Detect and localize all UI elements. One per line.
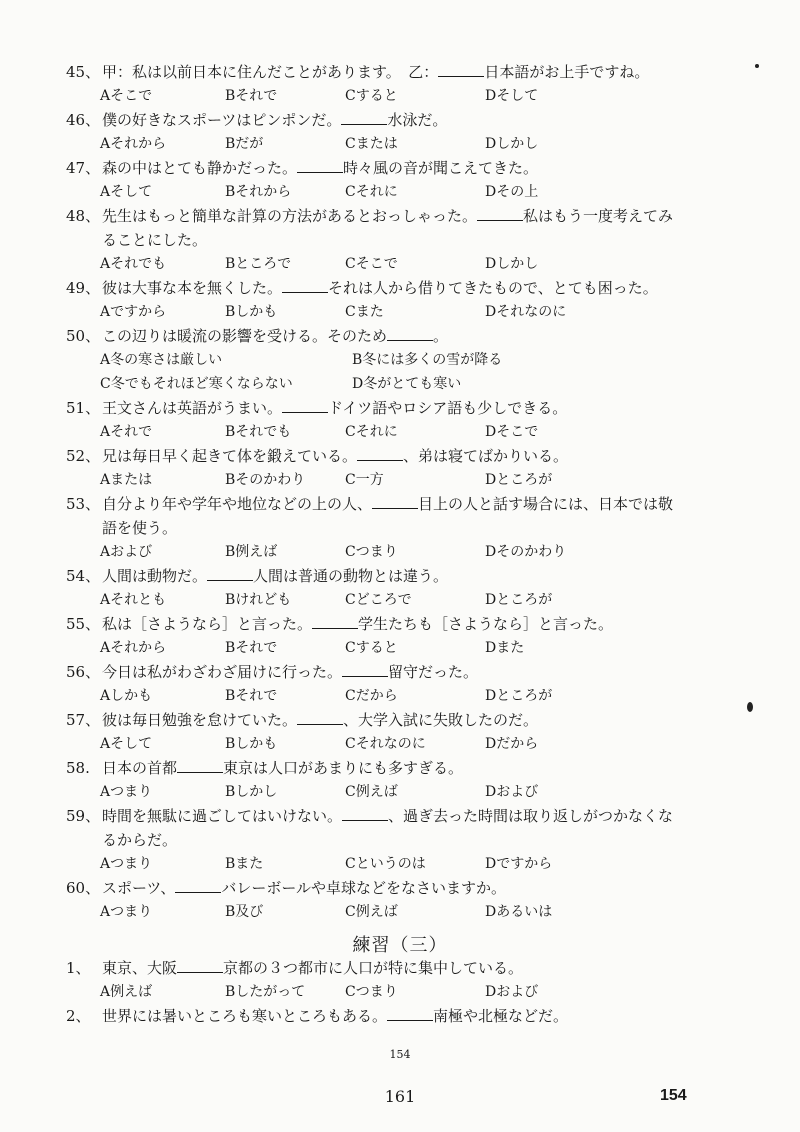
answer-option[interactable]: B例えば	[225, 544, 278, 560]
answer-option[interactable]: Aつまり	[100, 904, 153, 920]
answer-option[interactable]: Cそれに	[345, 184, 398, 200]
question-text-after-blank: 時々風の音が聞こえてきた。	[343, 159, 539, 177]
answer-option[interactable]: Bだが	[225, 136, 264, 152]
question-continuation: 語を使う。	[102, 519, 178, 537]
answer-option[interactable]: Bしかも	[225, 736, 278, 752]
question-text: 僕の好きなスポーツはピンポンだ。	[102, 111, 342, 129]
question-line	[66, 206, 726, 226]
question-number: 52、	[66, 447, 101, 465]
answer-option[interactable]: C冬でもそれほど寒くならない	[100, 376, 293, 392]
answer-option[interactable]: Bそのかわり	[225, 472, 306, 488]
answer-option[interactable]: Cどころで	[345, 592, 412, 608]
question-text-after-blank: 、弟は寝てばかりいる。	[403, 447, 569, 465]
answer-option[interactable]: Bそれで	[225, 88, 278, 104]
question-line	[66, 494, 726, 514]
answer-option[interactable]: Bそれでも	[225, 424, 292, 440]
question-text-after-blank: 目上の人と話す場合には、日本では敬	[418, 495, 674, 513]
question-text: 王文さんは英語がうまい。	[102, 399, 283, 417]
question-text-after-blank: 水泳だ。	[387, 111, 448, 129]
answer-option[interactable]: Dところが	[485, 592, 553, 608]
answer-option[interactable]: Dそこで	[485, 424, 539, 440]
answer-option[interactable]: D冬がとても寒い	[352, 376, 462, 392]
answer-option[interactable]: Cそれに	[345, 424, 398, 440]
answer-option[interactable]: Aそして	[100, 736, 153, 752]
question-line	[66, 62, 726, 82]
answer-option[interactable]: Bそれから	[225, 184, 292, 200]
answer-blank[interactable]	[477, 206, 523, 221]
question-continuation: ることにした。	[102, 231, 208, 249]
answer-blank[interactable]	[312, 614, 358, 629]
question-number: 58.	[66, 759, 90, 777]
answer-option[interactable]: Bしたがって	[225, 984, 306, 1000]
answer-option[interactable]: Cまた	[345, 304, 384, 320]
question-text: 私は［さようなら］と言った。	[102, 615, 313, 633]
question-number: 46、	[66, 111, 101, 129]
page-number-small: 154	[389, 1048, 411, 1061]
answer-option[interactable]: Bところで	[225, 256, 292, 272]
question-line	[66, 446, 726, 466]
question-number: 55、	[66, 615, 101, 633]
answer-option[interactable]: Aそして	[100, 184, 153, 200]
question-line	[66, 710, 726, 730]
answer-blank[interactable]	[177, 958, 223, 973]
answer-option[interactable]: Dおよび	[485, 984, 539, 1000]
question-number: 47、	[66, 159, 101, 177]
question-text-after-blank: ドイツ語やロシア語も少しできる。	[328, 399, 568, 417]
question-number: 59、	[66, 807, 101, 825]
question-line	[66, 758, 726, 778]
answer-option[interactable]: Aですから	[100, 304, 167, 320]
question-line	[66, 566, 726, 586]
answer-option[interactable]: Cつまり	[345, 544, 398, 560]
question-text: 自分より年や学年や地位などの上の人、	[102, 495, 373, 513]
answer-blank[interactable]	[387, 326, 433, 341]
answer-option[interactable]: C例えば	[345, 784, 398, 800]
question-line	[66, 878, 726, 898]
answer-option[interactable]: Bしかも	[225, 304, 278, 320]
question-text: スポーツ、	[102, 879, 176, 897]
answer-blank[interactable]	[341, 110, 387, 125]
question-text-after-blank: 、大学入試に失敗したのだ。	[343, 711, 539, 729]
question-text-after-blank: 日本語がお上手ですね。	[484, 63, 650, 81]
page-number-bold: 154	[660, 1087, 687, 1104]
question-number: 51、	[66, 399, 101, 417]
answer-option[interactable]: Aそれから	[100, 640, 167, 656]
answer-option[interactable]: A冬の寒さは厳しい	[100, 352, 223, 368]
question-number: 53、	[66, 495, 101, 513]
answer-blank[interactable]	[282, 398, 328, 413]
question-line	[66, 1006, 726, 1026]
answer-option[interactable]: Dところが	[485, 688, 553, 704]
answer-option[interactable]: Cすると	[345, 88, 398, 104]
answer-option[interactable]: Dところが	[485, 472, 553, 488]
question-number: 1、	[66, 959, 91, 977]
question-text: この辺りは暖流の影響を受ける。そのため	[102, 327, 388, 345]
answer-option[interactable]: Cすると	[345, 640, 398, 656]
answer-option[interactable]: Aおよび	[100, 544, 153, 560]
answer-blank[interactable]	[357, 446, 403, 461]
answer-option[interactable]: C一方	[345, 472, 384, 488]
answer-option[interactable]: Aつまり	[100, 856, 153, 872]
question-text: 今日は私がわざわざ届けに行った。	[102, 663, 343, 681]
question-text: 彼は毎日勉強を怠けていた。	[102, 711, 298, 729]
question-text: 甲：私は以前日本に住んだことがあります。 乙：	[102, 63, 439, 81]
answer-option[interactable]: Bしかし	[225, 784, 278, 800]
answer-blank[interactable]	[342, 662, 388, 677]
answer-option[interactable]: Dしかし	[485, 256, 539, 272]
answer-option[interactable]: Aまたは	[100, 472, 153, 488]
answer-blank[interactable]	[342, 806, 388, 821]
question-number: 50、	[66, 327, 101, 345]
answer-option[interactable]: Dだから	[485, 736, 539, 752]
question-number: 60、	[66, 879, 101, 897]
question-text: 世界には暑いところも寒いところもある。	[102, 1007, 388, 1025]
question-text-after-blank: バレーボールや卓球などをなさいますか。	[221, 879, 507, 897]
answer-blank[interactable]	[297, 710, 343, 725]
answer-option[interactable]: Dそのかわり	[485, 544, 567, 560]
answer-option[interactable]: Cまたは	[345, 136, 398, 152]
question-line	[66, 326, 726, 346]
answer-option[interactable]: Bまた	[225, 856, 264, 872]
answer-blank[interactable]	[438, 62, 484, 77]
answer-option[interactable]: Dあるいは	[485, 904, 553, 920]
section-title: 練習（三）	[352, 935, 448, 956]
question-number: 2、	[66, 1007, 91, 1025]
answer-option[interactable]: Dおよび	[485, 784, 539, 800]
answer-option[interactable]: Aそれとも	[100, 592, 167, 608]
answer-option[interactable]: C例えば	[345, 904, 398, 920]
question-text-after-blank: それは人から借りてきたもので、とても困った。	[328, 279, 658, 297]
question-text: 時間を無駄に過ごしてはいけない。	[102, 807, 343, 825]
answer-option[interactable]: Dしかし	[485, 136, 539, 152]
answer-blank[interactable]	[372, 494, 418, 509]
answer-option[interactable]: Dその上	[485, 184, 539, 200]
question-number: 57、	[66, 711, 101, 729]
question-text-after-blank: 学生たちも［さようなら］と言った。	[358, 615, 614, 633]
answer-blank[interactable]	[282, 278, 328, 293]
question-text-after-blank: 人間は普通の動物とは違う。	[253, 567, 449, 585]
answer-blank[interactable]	[177, 758, 223, 773]
question-text: 東京、大阪	[102, 959, 178, 977]
answer-option[interactable]: A例えば	[100, 984, 153, 1000]
answer-option[interactable]: Aそれでも	[100, 256, 167, 272]
answer-option[interactable]: Dそして	[485, 88, 539, 104]
question-text: 人間は動物だ。	[102, 567, 208, 585]
answer-option[interactable]: Aそこで	[100, 88, 153, 104]
answer-option[interactable]: Cつまり	[345, 984, 398, 1000]
question-text-after-blank: 。	[433, 327, 449, 345]
question-number: 45、	[66, 63, 101, 81]
question-line	[66, 278, 726, 298]
question-text-after-blank: 東京は人口があまりにも多すぎる。	[223, 759, 464, 777]
question-line	[66, 398, 726, 418]
answer-option[interactable]: Dそれなのに	[485, 304, 567, 320]
answer-option[interactable]: B及び	[225, 904, 264, 920]
question-text: 彼は大事な本を無くした。	[102, 279, 283, 297]
answer-option[interactable]: Bそれで	[225, 640, 278, 656]
scan-speck	[755, 64, 759, 68]
question-text-after-blank: 、過ぎ去った時間は取り返しがつかなくな	[388, 807, 674, 825]
question-number: 56、	[66, 663, 101, 681]
answer-option[interactable]: Cというのは	[345, 856, 426, 872]
answer-blank[interactable]	[387, 1006, 433, 1021]
question-line	[66, 614, 726, 634]
question-text: 森の中はとても静かだった。	[102, 159, 298, 177]
answer-option[interactable]: Cだから	[345, 688, 398, 704]
answer-option[interactable]: Aしかも	[100, 688, 153, 704]
question-text-after-blank: 留守だった。	[388, 663, 479, 681]
answer-option[interactable]: Cそれなのに	[345, 736, 426, 752]
question-line	[66, 110, 726, 130]
page-number: 161	[384, 1087, 416, 1106]
answer-option[interactable]: B冬には多くの雪が降る	[352, 352, 503, 368]
answer-blank[interactable]	[175, 878, 221, 893]
question-number: 48、	[66, 207, 101, 225]
answer-option[interactable]: Aそれから	[100, 136, 167, 152]
answer-option[interactable]: Aそれで	[100, 424, 153, 440]
question-line	[66, 958, 726, 978]
question-text-after-blank: 私はもう一度考えてみ	[523, 207, 674, 225]
question-text-after-blank: 南極や北極などだ。	[433, 1007, 569, 1025]
question-line	[66, 662, 726, 682]
question-line	[66, 806, 726, 826]
question-number: 49、	[66, 279, 101, 297]
answer-option[interactable]: Cそこで	[345, 256, 398, 272]
answer-option[interactable]: Dですから	[485, 856, 553, 872]
question-text: 先生はもっと簡単な計算の方法があるとおっしゃった。	[102, 207, 478, 225]
answer-blank[interactable]	[207, 566, 253, 581]
question-continuation: るからだ。	[102, 831, 178, 849]
scan-speck	[747, 702, 753, 712]
answer-option[interactable]: Dまた	[485, 640, 525, 656]
answer-option[interactable]: Bそれで	[225, 688, 278, 704]
answer-option[interactable]: Aつまり	[100, 784, 153, 800]
question-text: 兄は毎日早く起きて体を鍛えている。	[102, 447, 358, 465]
question-text: 日本の首都	[102, 759, 178, 777]
question-line	[66, 158, 726, 178]
question-number: 54、	[66, 567, 101, 585]
question-text-after-blank: 京都の３つ都市に人口が特に集中している。	[223, 959, 524, 977]
answer-blank[interactable]	[297, 158, 343, 173]
answer-option[interactable]: Bけれども	[225, 592, 292, 608]
